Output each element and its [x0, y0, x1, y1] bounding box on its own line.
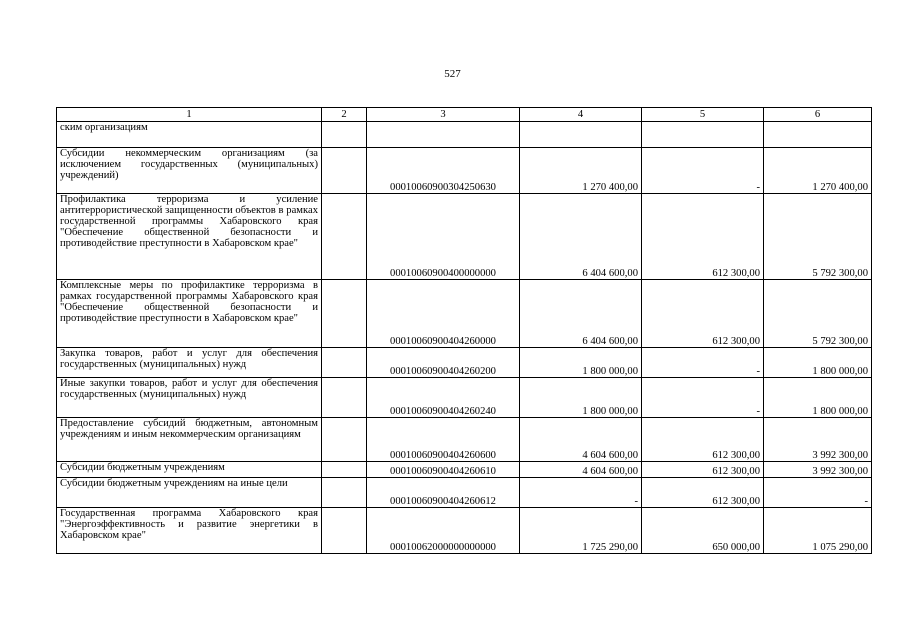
- row-value-6-cell: 3 992 300,00: [764, 418, 872, 462]
- row-code-cell: 00010060900404260610: [367, 462, 520, 478]
- row-col2-cell: [322, 194, 367, 280]
- budget-table: [56, 107, 872, 554]
- row-code-cell: 00010060900304250630: [367, 148, 520, 194]
- row-value-6-cell: 5 792 300,00: [764, 280, 872, 348]
- row-value-5-cell: [642, 122, 764, 148]
- row-value-6-cell: 1 800 000,00: [764, 378, 872, 418]
- row-value-4-cell: 4 604 600,00: [520, 418, 642, 462]
- table-row: [57, 148, 872, 194]
- row-value-6-cell: -: [764, 478, 872, 508]
- row-code-cell: 00010060900404260612: [367, 478, 520, 508]
- row-value-4-cell: 1 800 000,00: [520, 378, 642, 418]
- table-row: [57, 508, 872, 554]
- column-header: 6: [764, 108, 872, 122]
- row-value-6-cell: 1 270 400,00: [764, 148, 872, 194]
- row-name-cell: Предоставление субсидий бюджетным, автономным учреждениям и иным некоммерческим организациям: [57, 418, 322, 462]
- row-code-cell: 00010060900404260000: [367, 280, 520, 348]
- row-name-cell: Закупка товаров, работ и услуг для обеспечения государственных (муниципальных) нужд: [57, 348, 322, 378]
- row-name-cell: Профилактика терроризма и усиление антитеррористической защищенности объектов в рамках государственной программы Хабаровского края "Обеспечение общественной безопасности и противодействие преступности в Хабаровском крае": [57, 194, 322, 280]
- table-row: [57, 418, 872, 462]
- row-value-6-cell: 1 800 000,00: [764, 348, 872, 378]
- column-header: 2: [322, 108, 367, 122]
- row-value-5-cell: 650 000,00: [642, 508, 764, 554]
- row-col2-cell: [322, 122, 367, 148]
- row-col2-cell: [322, 462, 367, 478]
- row-col2-cell: [322, 378, 367, 418]
- row-col2-cell: [322, 478, 367, 508]
- row-value-4-cell: [520, 122, 642, 148]
- row-col2-cell: [322, 348, 367, 378]
- row-value-5-cell: -: [642, 348, 764, 378]
- table-row: [57, 348, 872, 378]
- column-header: 4: [520, 108, 642, 122]
- row-value-4-cell: 1 725 290,00: [520, 508, 642, 554]
- row-name-cell: ским организациям: [57, 122, 322, 148]
- table-header-row: [57, 108, 872, 122]
- row-value-5-cell: 612 300,00: [642, 280, 764, 348]
- row-code-cell: 00010060900404260200: [367, 348, 520, 378]
- row-value-5-cell: -: [642, 148, 764, 194]
- row-value-6-cell: 1 075 290,00: [764, 508, 872, 554]
- row-value-5-cell: 612 300,00: [642, 418, 764, 462]
- row-col2-cell: [322, 280, 367, 348]
- table-row: [57, 280, 872, 348]
- row-name-cell: Иные закупки товаров, работ и услуг для обеспечения государственных (муниципальных) нужд: [57, 378, 322, 418]
- row-value-5-cell: -: [642, 378, 764, 418]
- row-value-4-cell: 4 604 600,00: [520, 462, 642, 478]
- table-row: [57, 462, 872, 478]
- table-row: [57, 478, 872, 508]
- row-name-cell: Государственная программа Хабаровского края "Энергоэффективность и развитие энергетики в Хабаровском крае": [57, 508, 322, 554]
- row-col2-cell: [322, 418, 367, 462]
- row-code-cell: [367, 122, 520, 148]
- row-code-cell: 00010060900404260240: [367, 378, 520, 418]
- row-value-4-cell: -: [520, 478, 642, 508]
- table-row: [57, 378, 872, 418]
- row-value-4-cell: 6 404 600,00: [520, 194, 642, 280]
- row-code-cell: 00010062000000000000: [367, 508, 520, 554]
- column-header: 5: [642, 108, 764, 122]
- row-value-6-cell: 3 992 300,00: [764, 462, 872, 478]
- row-value-4-cell: 1 800 000,00: [520, 348, 642, 378]
- row-value-6-cell: 5 792 300,00: [764, 194, 872, 280]
- row-code-cell: 00010060900400000000: [367, 194, 520, 280]
- row-value-6-cell: [764, 122, 872, 148]
- row-value-5-cell: 612 300,00: [642, 194, 764, 280]
- row-value-5-cell: 612 300,00: [642, 478, 764, 508]
- column-header: 3: [367, 108, 520, 122]
- column-header: 1: [57, 108, 322, 122]
- row-col2-cell: [322, 148, 367, 194]
- row-code-cell: 00010060900404260600: [367, 418, 520, 462]
- page-number: 527: [444, 68, 461, 80]
- row-name-cell: Субсидии некоммерческим организациям (за исключением государственных (муниципальных) учреждений): [57, 148, 322, 194]
- row-col2-cell: [322, 508, 367, 554]
- row-name-cell: Субсидии бюджетным учреждениям: [57, 462, 322, 478]
- row-name-cell: Субсидии бюджетным учреждениям на иные цели: [57, 478, 322, 508]
- table-row: [57, 194, 872, 280]
- row-value-4-cell: 6 404 600,00: [520, 280, 642, 348]
- row-value-4-cell: 1 270 400,00: [520, 148, 642, 194]
- row-name-cell: Комплексные меры по профилактике терроризма в рамках государственной программы Хабаровского края "Обеспечение общественной безопасности и противодействие преступности в Хабаровском крае": [57, 280, 322, 348]
- row-value-5-cell: 612 300,00: [642, 462, 764, 478]
- table-row: [57, 122, 872, 148]
